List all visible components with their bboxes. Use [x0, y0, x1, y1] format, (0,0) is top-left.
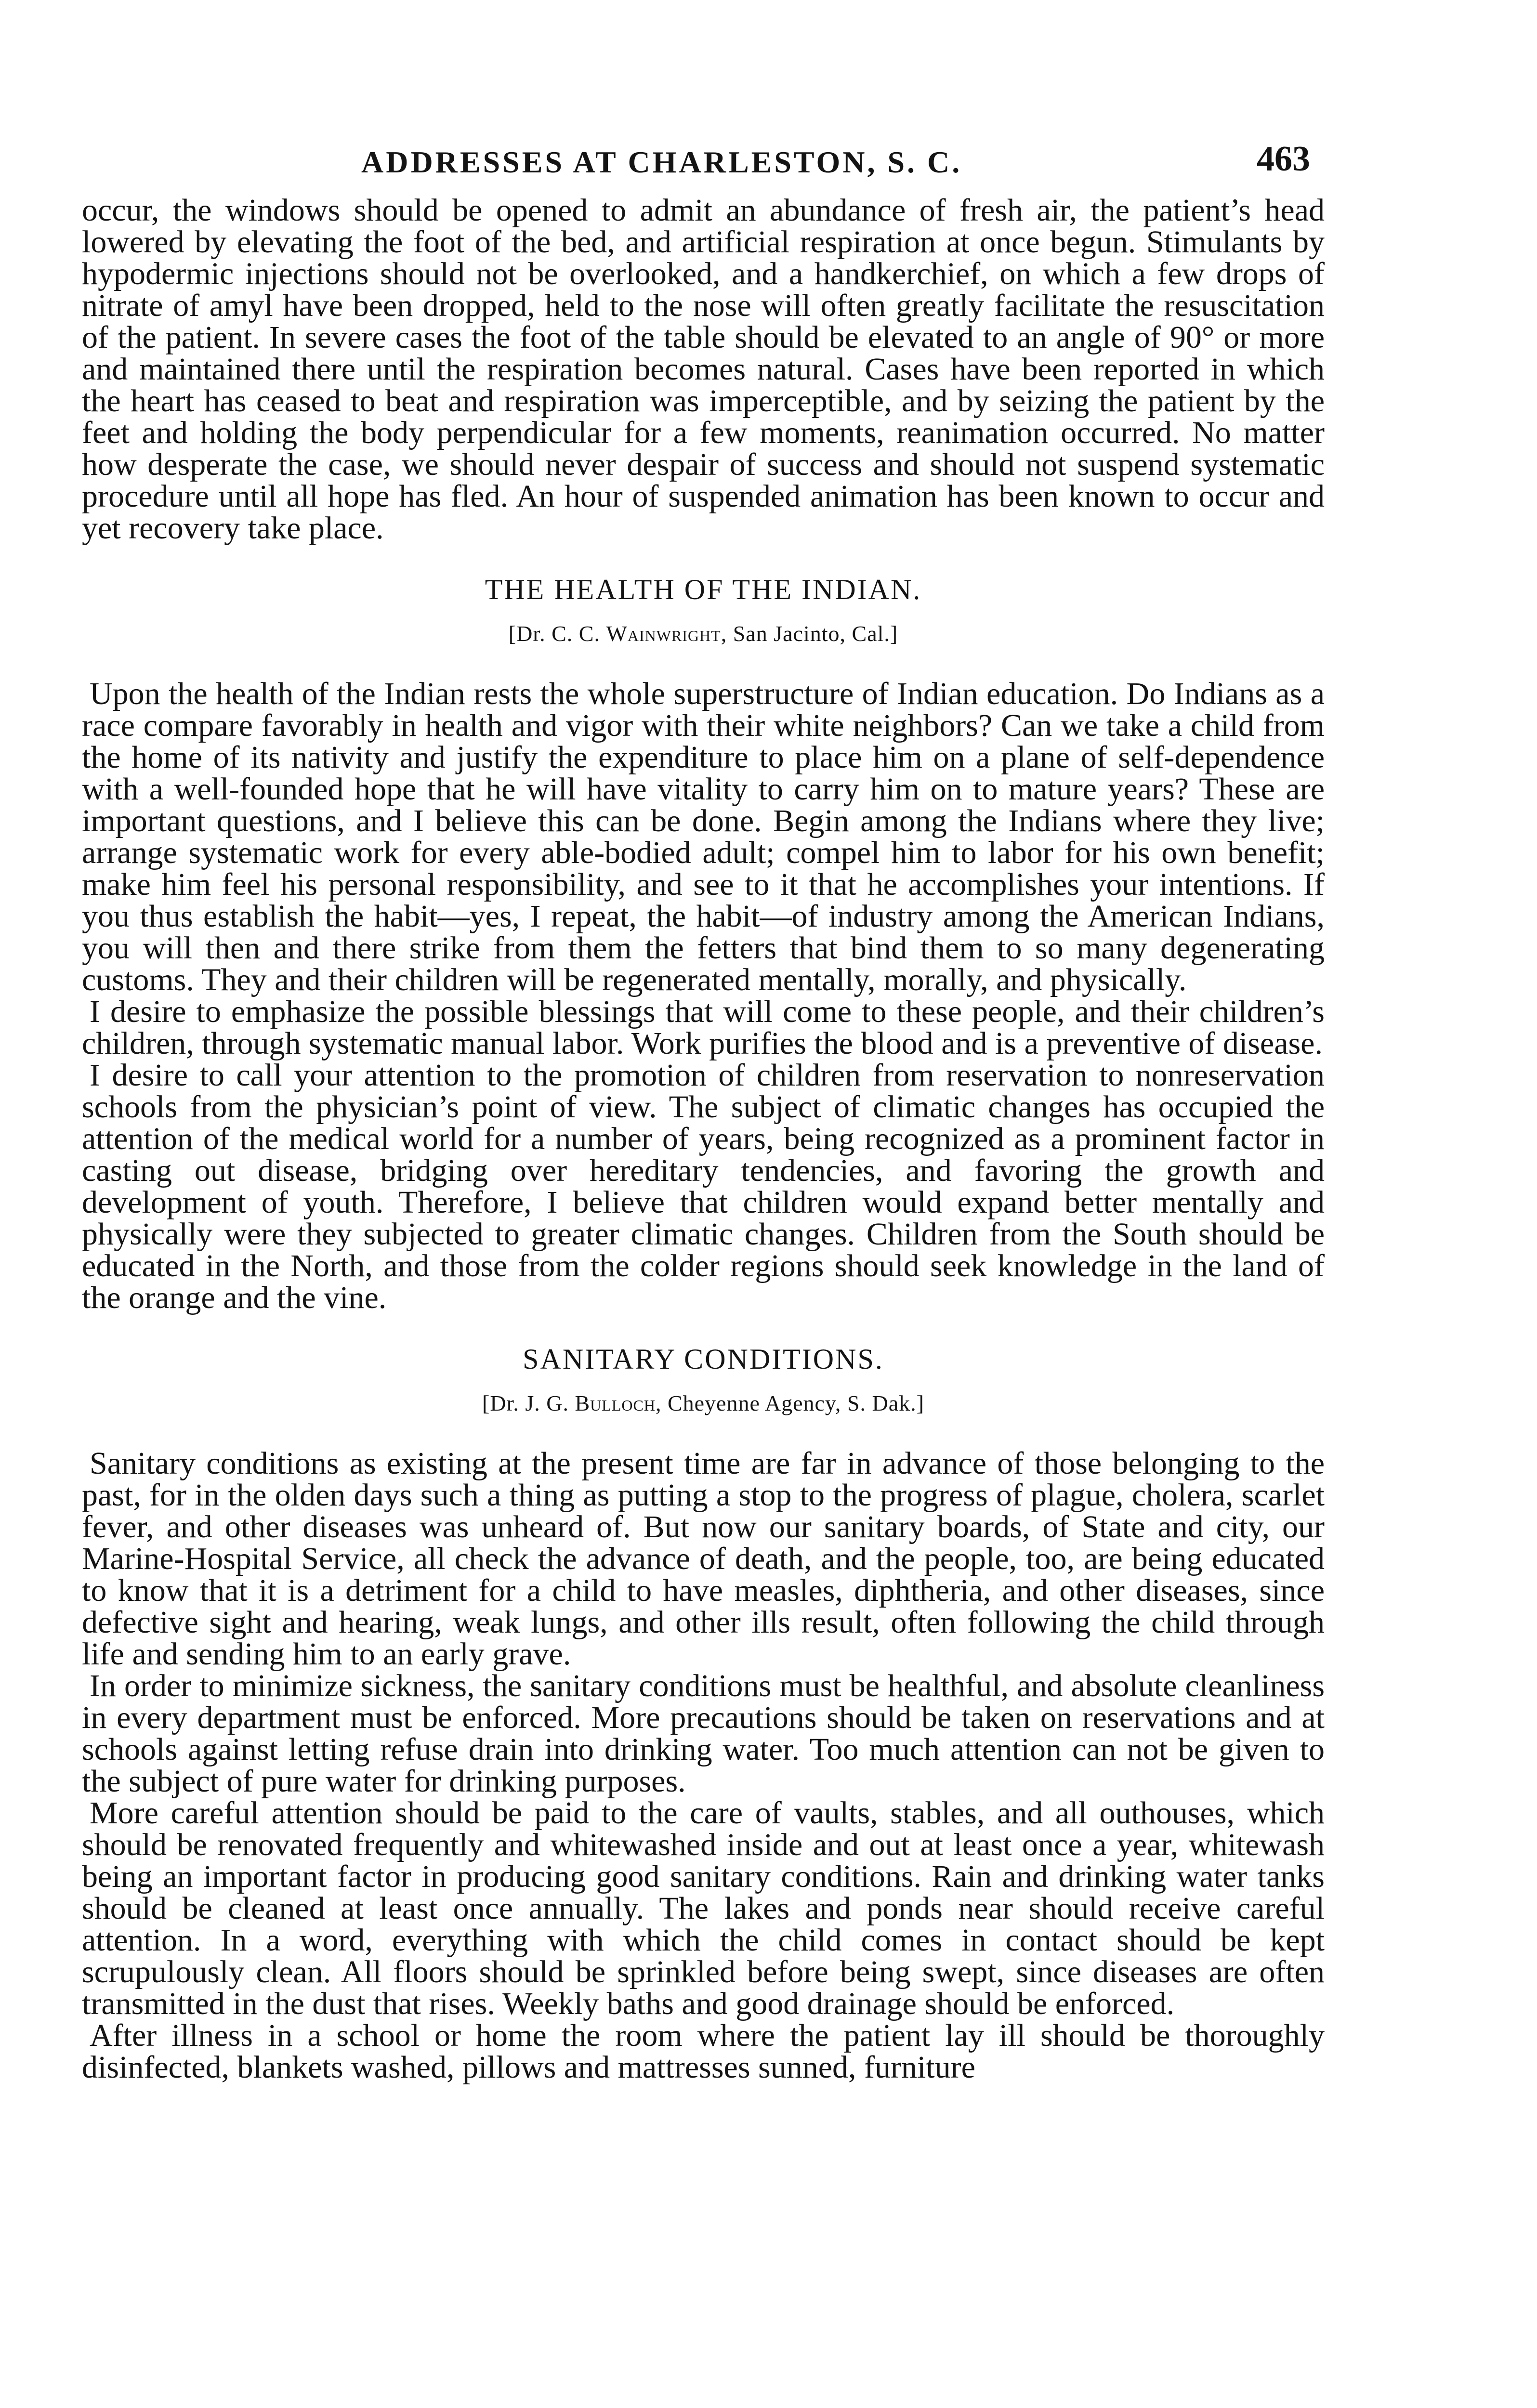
paragraph: I desire to emphasize the possible blessings that will come to these people, and their children’s children, through systematic manual labor. Work purifies the blood and is a preventive of disease. [82, 994, 1325, 1061]
paragraph: In order to minimize sickness, the sanitary conditions must be healthful, and absolute cleanliness in every department must be enforced. More precautions should be taken on reservations and at schools against letting refuse drain into drinking water. Too much attention can not be given to the subject of pure water for drinking purposes. [82, 1668, 1325, 1799]
byline-suffix: , Cheyenne Agency, S. Dak.] [655, 1391, 924, 1415]
paragraph: I desire to call your attention to the promotion of children from reservation to nonreservation schools from the physician’s point of view. The subject of climatic changes has occupied the attention of the medical world for a number of years, being recognized as a prominent factor in casting out disease, bridging over hereditary tendencies, and favoring the growth and development of youth. Therefore, I believe that children would expand better mentally and physically were they subjected to greater climatic changes. Children from the South should be educated in the North, and those from the colder regions should seek knowledge in the land of the orange and the vine. [82, 1058, 1325, 1315]
byline-prefix: [Dr. J. G. [482, 1391, 569, 1415]
paragraph: More careful attention should be paid to the care of vaults, stables, and all outhouses, which should be renovated frequently and whitewashed inside and out at least once a year, whitewash being an important factor in producing good sanitary conditions. Rain and drinking water tanks should be cleaned at least once annually. The lakes and ponds near should receive careful attention. In a word, everything with which the child comes in contact should be kept scrupulously clean. All floors should be sprinkled before being swept, since diseases are often transmitted in the dust that rises. Weekly baths and good drainage should be enforced. [82, 1795, 1325, 2021]
byline-author: Bulloch [575, 1391, 656, 1415]
section-byline [82, 621, 1325, 646]
document-page [82, 125, 1325, 2083]
continuation-paragraph: occur, the windows should be opened to admit an abundance of fresh air, the patient’s head lowered by elevating the foot of the bed, and artificial respiration at once begun. Stimulants by hypodermic injections should not be overlooked, and a handkerchief, on which a few drops of nitrate of amyl have been dropped, held to the nose will often greatly facilitate the resuscitation of the patient. In severe cases the foot of the table should be elevated to an angle of 90° or more and maintained there until the respiration becomes natural. Cases have been reported in which the heart has ceased to beat and respiration was imperceptible, and by seizing the patient by the feet and holding the body perpendicular for a few moments, reanimation occurred. No matter how desperate the case, we should never despair of success and should not suspend systematic procedure until all hope has fled. An hour of suspended animation has been known to occur and yet recovery take place. [82, 193, 1325, 546]
byline-suffix: , San Jacinto, Cal.] [721, 621, 898, 646]
page-number: 463 [1257, 139, 1310, 179]
paragraph: Upon the health of the Indian rests the whole superstructure of Indian education. Do Indians as a race compare favorably in health and vigor with their white neighbors? Can we take a child from the home of its nativity and justify the expenditure to place him on a plane of self-dependence with a well-founded hope that he will have vitality to carry him on to mature years? These are important questions, and I believe this can be done. Begin among the Indians where they live; arrange systematic work for every able-bodied adult; compel him to labor for his own benefit; make him feel his personal responsibility, and see to it that he accomplishes your intentions. If you thus establish the habit—yes, I repeat, the habit—of industry among the American Indians, you will then and there strike from them the fetters that bind them to so many degenerating customs. They and their children will be regenerated mentally, morally, and physically. [82, 676, 1325, 997]
running-head-title: ADDRESSES AT CHARLESTON, S. C. [361, 145, 962, 179]
section-sanitary-conditions [82, 1343, 1325, 2083]
byline-prefix: [Dr. C. C. [508, 621, 600, 646]
paragraph: Sanitary conditions as existing at the present time are far in advance of those belonging to the past, for in the olden days such a thing as putting a stop to the progress of plague, cholera, scarlet fever, and other diseases was unheard of. But now our sanitary boards, of State and city, our Marine-Hospital Service, all check the advance of death, and the people, too, are being educated to know that it is a detriment for a child to have measles, diphtheria, and other diseases, since defective sight and hearing, weak lungs, and other ills result, often following the child through life and sending him to an early grave. [82, 1446, 1325, 1672]
section-title: SANITARY CONDITIONS. [523, 1343, 884, 1375]
byline-author: Wainwright [606, 621, 721, 646]
running-head [82, 125, 1325, 183]
section-health-of-the-indian [82, 573, 1325, 1314]
section-byline [82, 1390, 1325, 1416]
section-title: THE HEALTH OF THE INDIAN. [485, 574, 922, 605]
paragraph: After illness in a school or home the room where the patient lay ill should be thoroughly disinfected, blankets washed, pillows and mattresses sunned, furniture [82, 2018, 1325, 2085]
